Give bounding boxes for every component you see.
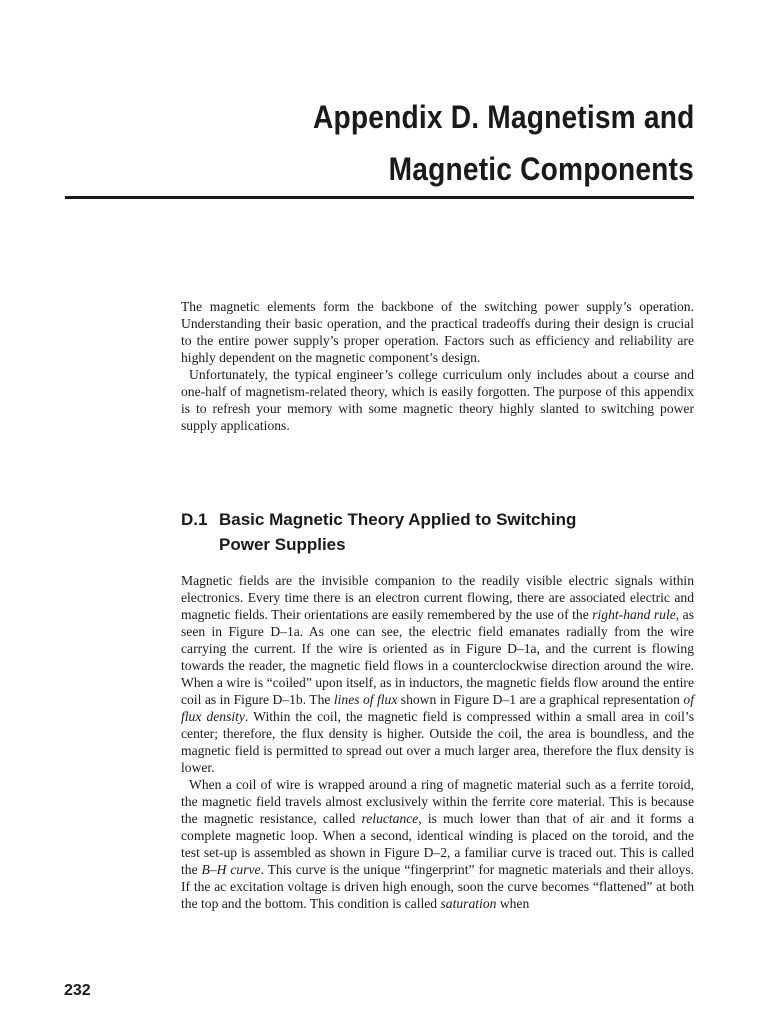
section-number: D.1 [181, 510, 208, 529]
text-run: . This curve is the unique “fingerprint” for magnetic materials and their alloys. If the ac excitation voltage is driven high enough, soon the curve becomes “flattened” at both the top and the bottom. This condition is called [181, 862, 695, 911]
italic-term: reluctance [361, 811, 419, 826]
text-run: . Within the coil, the magnetic field is compressed within a small area in coil’s center; therefore, the flux density is higher. Outside the coil, the area is boundless, and the magnetic field is permitted to spread out over a much larger area, therefore the flux density is lower. [181, 709, 694, 775]
intro-paragraph-2: Unfortunately, the typical engineer’s college curriculum only includes about a course and one-half of magnetism-related theory, which is easily forgotten. The purpose of this appendix is to refresh your memory with some magnetic theory highly slanted to switching power supply applications. [181, 367, 694, 433]
body-paragraph-2 [181, 776, 694, 912]
chapter-title-line-1: Appendix D. Magnetism and [312, 99, 694, 135]
chapter-title-line-2: Magnetic Components [388, 151, 694, 187]
body-paragraph-1 [181, 572, 694, 776]
title-rule [65, 196, 694, 199]
text-run: When a coil of wire is wrapped around a ring of magnetic material such as a ferrite toroid, the magnetic field travels almost exclusively within the ferrite core material. This is because the magnetic resistance, called [181, 777, 694, 826]
italic-term: B–H curve [201, 862, 261, 877]
section-title-line-1: Basic Magnetic Theory Applied to Switching [219, 510, 577, 529]
section-body [181, 572, 694, 912]
text-run: , as seen in Figure D–1a. As one can see, the electric field emanates radially from the wire carrying the current. If the wire is oriented as in Figure D–1a, and the current is flowing towards the reader, the magnetic field flows in a counterclockwise direction around the wire. When a wire is “coiled” upon itself, as in inductors, the magnetic fields flow around the entire coil as in Figure D–1b. The [181, 607, 694, 707]
text-run: Magnetic fields are the invisible companion to the readily visible electric signals within electronics. Every time there is an electron current flowing, there are associated electric and magnetic fields. Their orientations are easily remembered by the use of the [181, 573, 694, 622]
page-number: 232 [64, 982, 91, 999]
section-title-line-2: Power Supplies [219, 535, 346, 554]
italic-term: right-hand rule [592, 607, 676, 622]
text-run: , is much lower than that of air and it forms a complete magnetic loop. When a second, identical winding is placed on the toroid, and the test set-up is assembled as shown in Figure D–2, a familiar curve is traced out. This is called the [181, 811, 694, 877]
section-heading [181, 507, 694, 557]
text-run: shown in Figure D–1 are a graphical representation [397, 692, 684, 707]
italic-term: saturation [440, 896, 497, 911]
italic-term: lines of flux [333, 692, 398, 707]
italic-term: of flux density [181, 692, 694, 724]
intro-paragraph-1: The magnetic elements form the backbone of the switching power supply’s operation. Understanding their basic operation, and the practical tradeoffs during their design is crucial to the entire power supply’s proper operation. Factors such as efficiency and reliability are highly dependent on the magnetic component’s design. [181, 299, 694, 365]
text-run: when [496, 896, 530, 911]
intro-section [181, 298, 694, 434]
